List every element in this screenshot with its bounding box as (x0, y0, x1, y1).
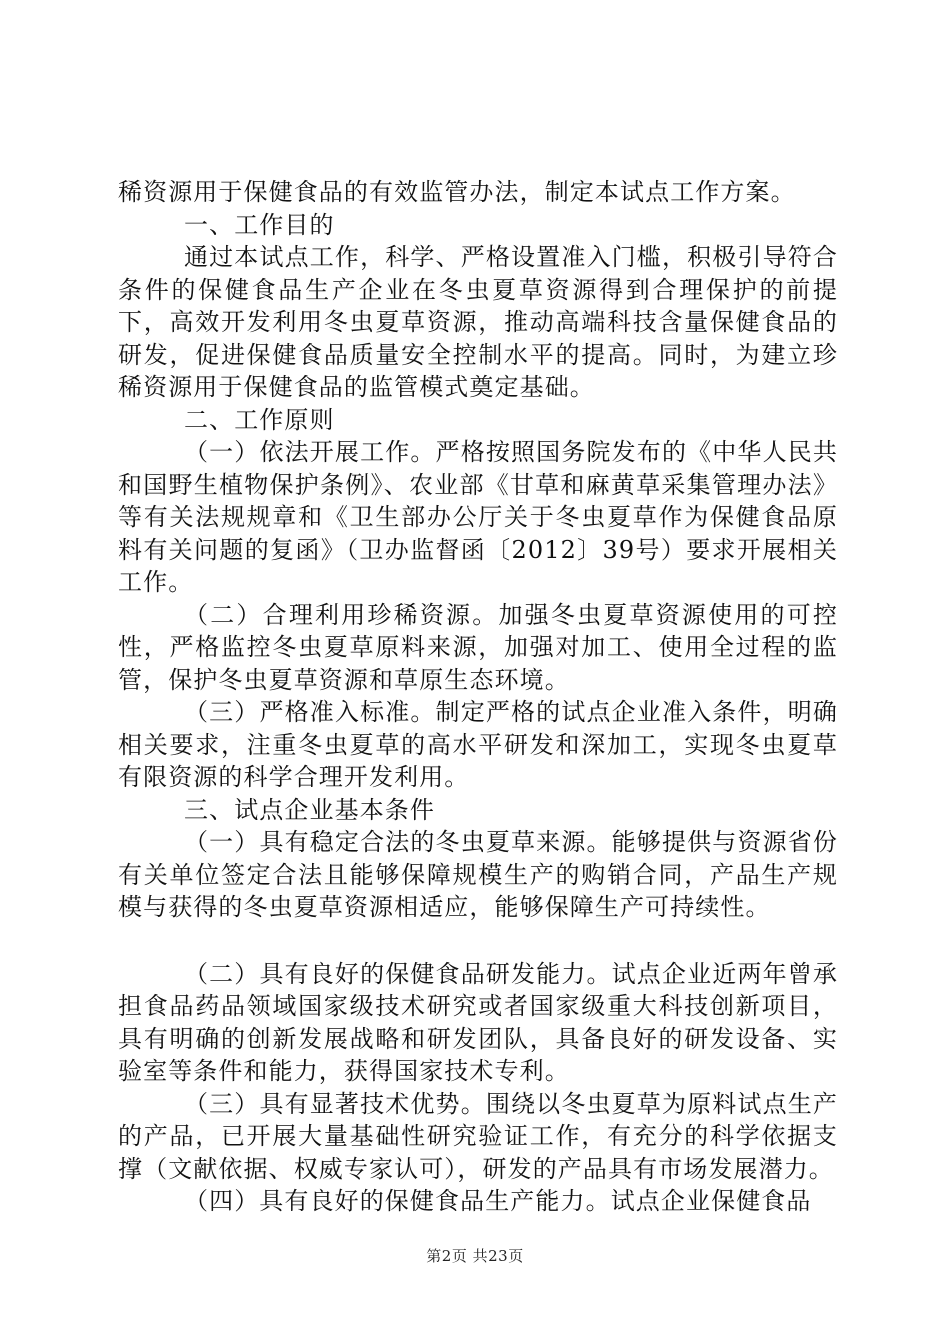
section-heading-2: 二、工作原则 (184, 405, 335, 434)
paragraph-spacer (118, 924, 838, 958)
paragraph-condition-2: （二）具有良好的保健食品研发能力。试点企业近两年曾承担食品药品领域国家级技术研究或者国家级重大科技创新项目，具有明确的创新发展战略和研发团队，具备良好的研发设备、实验室等条件和能力，获得国家技术专利。 (118, 959, 838, 1085)
paragraph-principle-1: （一）依法开展工作。严格按照国务院发布的《中华人民共和国野生植物保护条例》、农业部《甘草和麻黄草采集管理办法》等有关法规规章和《卫生部办公厅关于冬虫夏草作为保健食品原料有关问题的复函》（卫办监督函〔2012〕39号）要求开展相关工作。 (118, 438, 838, 596)
document-body (118, 176, 838, 1218)
paragraph-work-purpose: 通过本试点工作，科学、严格设置准入门槛，积极引导符合条件的保健食品生产企业在冬虫夏草资源得到合理保护的前提下，高效开发利用冬虫夏草资源，推动高端科技含量保健食品的研发，促进保健食品质量安全控制水平的提高。同时，为建立珍稀资源用于保健食品的监管模式奠定基础。 (118, 243, 838, 401)
paragraph-continuation: 稀资源用于保健食品的有效监管办法，制定本试点工作方案。 (118, 178, 796, 206)
section-heading-3: 三、试点企业基本条件 (184, 795, 435, 824)
page-number-footer: 第2页 共23页 (426, 1247, 524, 1265)
paragraph-principle-2: （二）合理利用珍稀资源。加强冬虫夏草资源使用的可控性，严格监控冬虫夏草原料来源，加强对加工、使用全过程的监管，保护冬虫夏草资源和草原生态环境。 (118, 600, 838, 694)
paragraph-principle-3: （三）严格准入标准。制定严格的试点企业准入条件，明确相关要求，注重冬虫夏草的高水平研发和深加工，实现冬虫夏草有限资源的科学合理开发利用。 (118, 698, 838, 791)
paragraph-condition-3: （三）具有显著技术优势。围绕以冬虫夏草为原料试点生产的产品，已开展大量基础性研究验证工作，有充分的科学依据支撑（文献依据、权威专家认可），研发的产品具有市场发展潜力。 (118, 1089, 838, 1183)
section-heading-1: 一、工作目的 (184, 210, 335, 239)
paragraph-condition-4: （四）具有良好的保健食品生产能力。试点企业保健食品 (184, 1187, 812, 1215)
paragraph-condition-1: （一）具有稳定合法的冬虫夏草来源。能够提供与资源省份有关单位签定合法且能够保障规模生产的购销合同，产品生产规模与获得的冬虫夏草资源相适应，能够保障生产可持续性。 (118, 828, 838, 921)
